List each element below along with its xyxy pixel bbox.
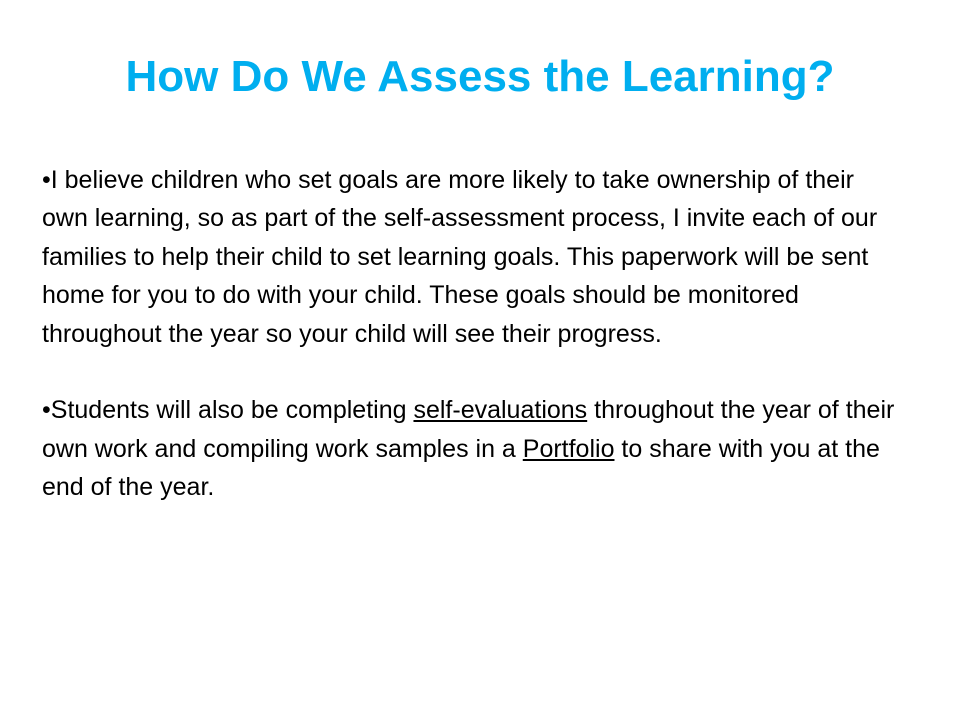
bullet-marker: • [42,396,51,425]
paragraph-spacer [42,353,902,391]
slide-body [42,161,902,507]
bullet-marker: • [42,166,51,194]
portfolio-text: Portfolio [522,434,615,463]
evaluations-text-part3: to share with you at the end of the year. [42,434,880,502]
evaluations-text-part1: Students will also be completing [50,396,414,425]
bullet-self-evaluations [42,391,902,506]
bullet-goals [42,161,902,353]
goals-text: I believe children who set goals are more likely to take ownership of their own learning, so as part of the self-assessment process, I invite each of our families to help their child to set learning goals. This paperwork will be sent home for you to do with your child. These goals should be monitored throughout the year so your child will see their progress. [42,166,878,348]
evaluations-text-part2: throughout the year of their own work and compiling work samples in a [42,396,895,463]
self-evaluations-text: self-evaluations [413,396,588,425]
slide-title: How Do We Assess the Learning? [125,52,835,101]
